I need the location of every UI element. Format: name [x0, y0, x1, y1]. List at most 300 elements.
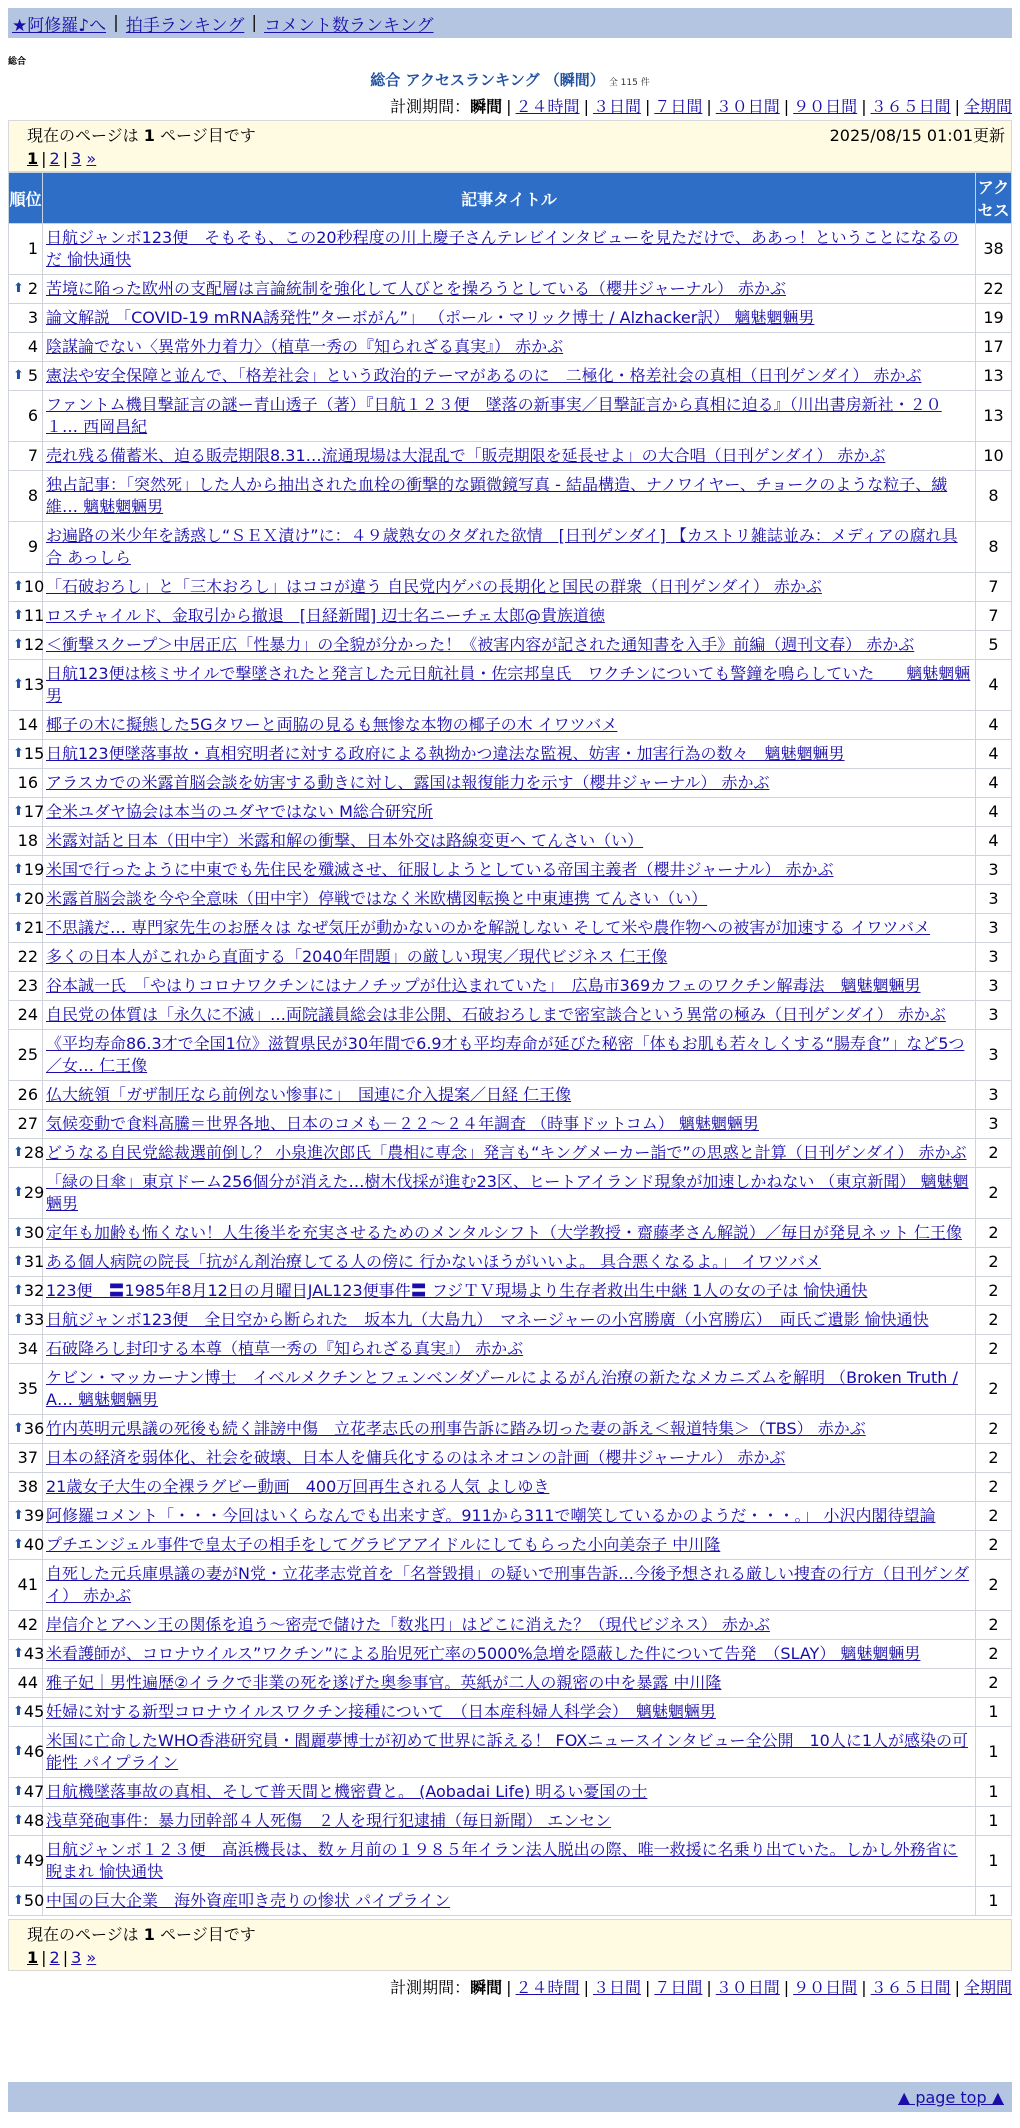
- rank-number: 3: [27, 308, 38, 327]
- access-count: 2: [976, 1669, 1012, 1698]
- period-separator: |: [954, 1978, 960, 1997]
- period-link[interactable]: ３０日間: [715, 97, 780, 116]
- rank-up-arrow-icon: ⬆: [13, 1145, 24, 1160]
- title-cell: [43, 856, 976, 885]
- rank-number: 33: [23, 1310, 45, 1329]
- rank-up-arrow-icon: ⬆: [13, 1853, 24, 1868]
- table-row: [9, 1531, 1012, 1560]
- rank-number: 20: [23, 889, 45, 908]
- rank-number: 1: [27, 239, 38, 258]
- rank-number: 9: [27, 537, 38, 556]
- title-cell: [43, 1415, 976, 1444]
- article-title-link[interactable]: 《平均寿命86.3才で全国1位》滋賀県民が30年間で6.9才も平均寿命が延びた秘密「体もお肌も若々しくする“腸寿食”」など5つ／女… 仁王像: [46, 1034, 965, 1075]
- article-title-link[interactable]: 妊婦に対する新型コロナウイルスワクチン接種について （日本産科婦人科学会） 魑魅魍魎男: [46, 1702, 716, 1721]
- rank-up-arrow-icon: ⬆: [13, 1704, 24, 1719]
- table-row: [9, 1335, 1012, 1364]
- table-row: [9, 885, 1012, 914]
- article-title-link[interactable]: お遍路の米少年を誘惑し“ＳＥＸ漬け”に：４９歳熟女のタダれた欲情 [日刊ゲンダイ] 【カストリ雑誌並み：メディアの腐れ具合 あっしら: [46, 526, 958, 567]
- period-label: 計測期間：: [390, 97, 471, 116]
- article-title-link[interactable]: 谷本誠一氏 「やはりコロナワクチンにはナノチップが仕込まれていた」 広島市369カフェのワクチン解毒法 魑魅魍魎男: [46, 976, 921, 995]
- table-row: [9, 1836, 1012, 1887]
- rank-number: 27: [17, 1114, 38, 1133]
- table-row: [9, 740, 1012, 769]
- rank-number: 19: [23, 860, 45, 879]
- article-title-link[interactable]: 米看護師が、コロナウイルス”ワクチン”による胎児死亡率の5000%急増を隠蔽した件について告発 （SLAY） 魑魅魍魎男: [46, 1644, 921, 1663]
- access-count: 4: [976, 660, 1012, 711]
- rank-cell: [9, 827, 43, 856]
- article-title-link[interactable]: 仏大統領「ガザ制圧なら前例ない惨事に」 国連に介入提案／日経 仁王像: [46, 1085, 572, 1104]
- title-cell: [43, 631, 976, 660]
- table-row: [9, 1248, 1012, 1277]
- article-title-link[interactable]: 陰謀論でない〈異常外力着力〉（植草一秀の『知られざる真実』） 赤かぶ: [46, 337, 564, 356]
- access-count: 2: [976, 1219, 1012, 1248]
- rank-number: 50: [23, 1891, 45, 1910]
- rank-cell: [9, 856, 43, 885]
- table-row: [9, 1640, 1012, 1669]
- table-row: [9, 769, 1012, 798]
- rank-number: 4: [27, 337, 38, 356]
- article-title-link[interactable]: 独占記事：「突然死」した人から抽出された血栓の衝撃的な顕微鏡写真 - 結晶構造、ナノワイヤー、チョークのような粒子、繊維… 魑魅魍魎男: [46, 475, 948, 516]
- table-row: [9, 1001, 1012, 1030]
- table-row: [9, 442, 1012, 471]
- rank-cell: [9, 1081, 43, 1110]
- rank-up-arrow-icon: ⬆: [13, 1312, 24, 1327]
- article-title-link[interactable]: 21歳女子大生の全裸ラグビー動画 400万回再生される人気 よしゆき: [46, 1477, 550, 1496]
- period-separator: |: [954, 97, 960, 116]
- title-cell: [43, 660, 976, 711]
- rank-number: 40: [23, 1535, 45, 1554]
- access-count: 2: [976, 1611, 1012, 1640]
- rank-number: 11: [23, 606, 45, 625]
- table-row: [9, 362, 1012, 391]
- rank-up-arrow-icon: ⬆: [13, 1254, 24, 1269]
- period-link[interactable]: ３０日間: [715, 1978, 780, 1997]
- title-cell: [43, 1698, 976, 1727]
- table-row: [9, 1168, 1012, 1219]
- title-cell: [43, 798, 976, 827]
- article-title-link[interactable]: 日航機墜落事故の真相、そして普天間と機密費と。 (Aobadai Life) 明るい憂国の士: [46, 1782, 648, 1801]
- title-cell: [43, 1335, 976, 1364]
- article-title-link[interactable]: 石破降ろし封印する本尊（植草一秀の『知られざる真実』） 赤かぶ: [46, 1339, 524, 1358]
- rank-number: 41: [17, 1575, 38, 1594]
- period-link[interactable]: ２４時間: [515, 97, 580, 116]
- rank-cell: [9, 914, 43, 943]
- access-count: 8: [976, 522, 1012, 573]
- period-link[interactable]: ９０日間: [793, 97, 858, 116]
- period-separator: |: [783, 97, 790, 116]
- table-row: [9, 1364, 1012, 1415]
- rank-up-arrow-icon: ⬆: [13, 862, 24, 877]
- table-row: [9, 1669, 1012, 1698]
- article-title-link[interactable]: 全米ユダヤ協会は本当のユダヤではない M総合研究所: [46, 802, 433, 821]
- table-header-row: [9, 173, 1012, 224]
- title-cell: [43, 1887, 976, 1916]
- title-cell: [43, 1531, 976, 1560]
- period-link[interactable]: 全期間: [963, 1978, 1012, 1997]
- title-cell: [43, 1611, 976, 1640]
- period-separator: |: [706, 97, 712, 116]
- rank-number: 46: [23, 1742, 45, 1761]
- article-title-link[interactable]: 苦境に陥った欧州の支配層は言論統制を強化して人びとを操ろうとしている（櫻井ジャーナル） 赤かぶ: [46, 279, 786, 298]
- article-title-link[interactable]: 123便 〓1985年8月12日の月曜日JAL123便事件〓 フジＴＶ現場より生存者救出生中継 1人の女の子は 愉快通快: [46, 1281, 868, 1300]
- article-title-link[interactable]: 憲法や安全保障と並んで、「格差社会」という政治的テーマがあるのに 二極化・格差社会の真相（日刊ゲンダイ） 赤かぶ: [46, 366, 922, 385]
- rank-up-arrow-icon: ⬆: [13, 804, 24, 819]
- title-cell: [43, 1139, 976, 1168]
- table-row: [9, 1611, 1012, 1640]
- article-title-link[interactable]: 中国の巨大企業 海外資産叩き売りの惨状 パイプライン: [46, 1891, 451, 1910]
- nav-separator: |: [251, 13, 258, 33]
- article-title-link[interactable]: 阿修羅コメント「・・・今回はいくらなんでも出来すぎ。911から311で嘲笑しているかのようだ・・・。」 小沢内閣待望論: [46, 1506, 936, 1525]
- access-count: 2: [976, 1415, 1012, 1444]
- access-count: 1: [976, 1807, 1012, 1836]
- access-count: 2: [976, 1531, 1012, 1560]
- rank-cell: [9, 1364, 43, 1415]
- access-count: 2: [976, 1335, 1012, 1364]
- access-count: 19: [976, 304, 1012, 333]
- rank-number: 17: [23, 802, 45, 821]
- period-link[interactable]: 全期間: [963, 97, 1012, 116]
- title-cell: [43, 224, 976, 275]
- period-link[interactable]: ９０日間: [793, 1978, 858, 1997]
- title-cell: [43, 1502, 976, 1531]
- rank-cell: [9, 333, 43, 362]
- title-cell: [43, 1807, 976, 1836]
- title-cell: [43, 1030, 976, 1081]
- period-link[interactable]: ３日間: [592, 1978, 641, 1997]
- access-count: 1: [976, 1698, 1012, 1727]
- article-title-link[interactable]: ファントム機目撃証言の謎ー青山透子（著）『日航１２３便 墜落の新事実／目撃証言から真相に迫る』（川出書房新社・２０１… 西岡昌紀: [46, 395, 942, 436]
- article-title-link[interactable]: 「石破おろし」と「三木おろし」はココが違う 自民党内ゲバの長期化と国民の群衆（日刊ゲンダイ） 赤かぶ: [46, 577, 822, 596]
- article-title-link[interactable]: 米国に亡命したWHO香港研究員・閻麗夢博士が初めて世界に訴える！ FOXニュースインタビュー全公開 10人に1人が感染の可能性 パイプライン: [46, 1731, 969, 1772]
- rank-up-arrow-icon: ⬆: [13, 677, 24, 692]
- access-count: 1: [976, 1727, 1012, 1778]
- rank-up-arrow-icon: ⬆: [13, 1784, 24, 1799]
- period-separator: |: [583, 1978, 589, 1997]
- page-wrapper: [8, 8, 1012, 1998]
- table-row: [9, 471, 1012, 522]
- article-title-link[interactable]: ケビン・マッカーナン博士 イベルメクチンとフェンベンダゾールによるがん治療の新たなメカニズムを解明 （Broken Truth / A… 魑魅魍魎男: [46, 1368, 958, 1409]
- article-title-link[interactable]: 多くの日本人がこれから直面する「2040年問題」の厳しい現実／現代ビジネス 仁王像: [46, 947, 668, 966]
- period-link[interactable]: ３日間: [592, 97, 641, 116]
- rank-cell: [9, 1110, 43, 1139]
- article-title-link[interactable]: 定年も加齢も怖くない！人生後半を充実させるためのメンタルシフト（大学教授・齋藤孝さん解説）／毎日が発見ネット 仁王像: [46, 1223, 963, 1242]
- page-next-link[interactable]: »: [86, 149, 97, 168]
- period-link[interactable]: ７日間: [654, 1978, 703, 1997]
- title-cell: [43, 1248, 976, 1277]
- table-row: [9, 1473, 1012, 1502]
- article-title-link[interactable]: 日航ジャンボ123便 全日空から断られた 坂本九（大島九） マネージャーの小宮勝廣（小宮勝広） 両氏ご遺影 愉快通快: [46, 1310, 929, 1329]
- title-cell: [43, 1836, 976, 1887]
- rank-cell: [9, 1001, 43, 1030]
- table-row: [9, 660, 1012, 711]
- rank-cell: [9, 1669, 43, 1698]
- rank-number: 29: [23, 1183, 45, 1202]
- rank-cell: [9, 573, 43, 602]
- table-row: [9, 522, 1012, 573]
- title-cell: [43, 1306, 976, 1335]
- access-count: 2: [976, 1277, 1012, 1306]
- rank-up-arrow-icon: ⬆: [13, 368, 24, 383]
- rank-number: 44: [17, 1673, 38, 1692]
- article-title-link[interactable]: 日航ジャンボ123便 そもそも、この20秒程度の川上慶子さんテレビインタビューを見ただけで、ああっ！ということになるのだ 愉快通快: [46, 228, 959, 269]
- nav-comment-ranking[interactable]: コメント数ランキング: [264, 15, 434, 36]
- rank-cell: [9, 1473, 43, 1502]
- table-row: [9, 1277, 1012, 1306]
- rank-cell: [9, 1531, 43, 1560]
- article-title-link[interactable]: ＜衝撃スクープ＞中居正広「性暴力」の全貌が分かった！《被害内容が記された通知書を入手》前編（週刊文春） 赤かぶ: [46, 635, 915, 654]
- table-row: [9, 711, 1012, 740]
- table-row: [9, 1415, 1012, 1444]
- page-separator: |: [62, 149, 69, 168]
- rank-cell: [9, 1836, 43, 1887]
- period-separator: |: [644, 1978, 651, 1997]
- rank-cell: [9, 631, 43, 660]
- pagination-bottom: [8, 1919, 1012, 1971]
- page-links-bottom: [27, 1948, 1005, 1967]
- rank-number: 30: [23, 1223, 45, 1242]
- rank-up-arrow-icon: ⬆: [13, 1421, 24, 1436]
- period-separator: |: [783, 1978, 790, 1997]
- period-separator: |: [861, 97, 867, 116]
- rank-number: 42: [17, 1615, 38, 1634]
- article-title-link[interactable]: 浅草発砲事件：暴力団幹部４人死傷 ２人を現行犯逮捕（毎日新聞） エンセン: [46, 1811, 612, 1830]
- period-link[interactable]: ３６５日間: [870, 1978, 951, 1997]
- table-row: [9, 1030, 1012, 1081]
- access-count: 3: [976, 1030, 1012, 1081]
- table-row: [9, 1081, 1012, 1110]
- rank-cell: [9, 1030, 43, 1081]
- title-cell: [43, 573, 976, 602]
- title-cell: [43, 1001, 976, 1030]
- rank-cell: [9, 885, 43, 914]
- rank-cell: [9, 1139, 43, 1168]
- rank-number: 31: [23, 1252, 45, 1271]
- rank-cell: [9, 1611, 43, 1640]
- table-row: [9, 856, 1012, 885]
- access-count: 2: [976, 1640, 1012, 1669]
- title-cell: [43, 1110, 976, 1139]
- article-title-link[interactable]: 日本の経済を弱体化、社会を破壊、日本人を傭兵化するのはネオコンの計画（櫻井ジャーナル） 赤かぶ: [46, 1448, 786, 1467]
- title-cell: [43, 1168, 976, 1219]
- table-row: [9, 333, 1012, 362]
- period-link[interactable]: ７日間: [654, 97, 703, 116]
- article-title-link[interactable]: 米露首脳会談を今や全意味（田中宇）停戦ではなく米欧構図転換と中東連携 てんさい（い）: [46, 889, 708, 908]
- table-row: [9, 914, 1012, 943]
- article-title-link[interactable]: 論文解説 「COVID-19 mRNA誘発性”ターボがん”」 （ポール・マリック博士 / Alzhacker訳） 魑魅魍魎男: [46, 308, 815, 327]
- title-cell: [43, 885, 976, 914]
- rank-number: 39: [23, 1506, 45, 1525]
- title-cell: [43, 602, 976, 631]
- rank-number: 28: [23, 1143, 45, 1162]
- access-count: 4: [976, 798, 1012, 827]
- rank-cell: [9, 304, 43, 333]
- rank-number: 48: [23, 1811, 45, 1830]
- title-cell: [43, 442, 976, 471]
- title-cell: [43, 391, 976, 442]
- article-title-link[interactable]: 気候変動で食料高騰＝世界各地、日本のコメも－２２～２４年調査 （時事ドットコム） 魑魅魍魎男: [46, 1114, 759, 1133]
- rank-number: 14: [17, 715, 38, 734]
- access-count: 1: [976, 1887, 1012, 1916]
- page-top-link[interactable]: ▲ page top ▲: [897, 2087, 1004, 2107]
- period-link[interactable]: ３６５日間: [870, 97, 951, 116]
- rank-number: 47: [23, 1782, 45, 1801]
- article-title-link[interactable]: 岸信介とアヘン王の関係を追う～密売で儲けた「数兆円」はどこに消えた？（現代ビジネス） 赤かぶ: [46, 1615, 770, 1634]
- rank-up-arrow-icon: ⬆: [13, 1508, 24, 1523]
- article-title-link[interactable]: 日航123便は核ミサイルで撃墜されたと発言した元日航社員・佐宗邦皇氏 ワクチンについても警鐘を鳴らしていた 魑魅魍魎男: [46, 664, 971, 705]
- title-cell: [43, 1778, 976, 1807]
- article-title-link[interactable]: 不思議だ… 専門家先生のお歴々は なぜ気圧が動かないのかを解説しない そして米や農作物への被害が加速する イワツバメ: [46, 918, 931, 937]
- article-title-link[interactable]: どうなる自民党総裁選前倒し？ 小泉進次郎氏「農相に専念」発言も“キングメーカー詣で”の思惑と計算（日刊ゲンダイ） 赤かぶ: [46, 1143, 967, 1162]
- page-separator: |: [41, 1948, 47, 1967]
- rank-number: 18: [17, 831, 38, 850]
- table-row: [9, 1887, 1012, 1916]
- rank-number: 7: [27, 446, 38, 465]
- pagination-info-row: [27, 123, 1005, 146]
- page-separator: |: [62, 1948, 69, 1967]
- rank-cell: [9, 1807, 43, 1836]
- title-cell: [43, 711, 976, 740]
- rank-number: 23: [17, 976, 38, 995]
- access-count: 3: [976, 885, 1012, 914]
- article-title-link[interactable]: 自死した元兵庫県議の妻がN党・立花孝志党首を「名誉毀損」の疑いで刑事告訴…今後予想される厳しい捜査の行方（日刊ゲンダイ） 赤かぶ: [46, 1564, 970, 1605]
- article-title-link[interactable]: 米露対話と日本（田中宇）米露和解の衝撃、日本外交は路線変更へ てんさい（い）: [46, 831, 644, 850]
- table-row: [9, 1444, 1012, 1473]
- updated-timestamp: 2025/08/15 01:01更新: [829, 126, 1005, 145]
- title-cell: [43, 1277, 976, 1306]
- rank-cell: [9, 740, 43, 769]
- period-label: 計測期間：: [390, 1978, 471, 1997]
- title-cell: [43, 304, 976, 333]
- table-row: [9, 1778, 1012, 1807]
- page-link[interactable]: 2: [49, 149, 60, 168]
- rank-up-arrow-icon: ⬆: [13, 891, 24, 906]
- page-title: [8, 69, 1012, 90]
- access-count: 2: [976, 1306, 1012, 1335]
- access-count: 1: [976, 1778, 1012, 1807]
- article-title-link[interactable]: 日航123便墜落事故・真相究明者に対する政府による執拗かつ違法な監視、妨害・加害行為の数々 魑魅魍魎男: [46, 744, 845, 763]
- rank-number: 32: [23, 1281, 45, 1300]
- access-count: 7: [976, 573, 1012, 602]
- page-link[interactable]: 3: [71, 1948, 82, 1967]
- table-row: [9, 1219, 1012, 1248]
- page-next-link[interactable]: »: [86, 1948, 97, 1967]
- rank-number: 43: [23, 1644, 45, 1663]
- nav-asyura-home[interactable]: ★阿修羅♪へ: [12, 15, 107, 36]
- rank-number: 8: [27, 486, 38, 505]
- total-count: 全 115 件: [608, 78, 650, 88]
- ranking-table: [8, 172, 1012, 1916]
- rank-number: 15: [23, 744, 45, 763]
- access-count: 2: [976, 1364, 1012, 1415]
- period-separator: |: [506, 97, 512, 116]
- title-cell: [43, 275, 976, 304]
- rank-number: 45: [23, 1702, 45, 1721]
- article-title-link[interactable]: プチエンジェル事件で皇太子の相手をしてグラビアアイドルにしてもらった小向美奈子 中川隆: [46, 1535, 721, 1554]
- article-title-link[interactable]: 売れ残る備蓄米、迫る販売期限8.31…流通現場は大混乱で「販売期限を延長せよ」の大合唱（日刊ゲンダイ） 赤かぶ: [46, 446, 886, 465]
- table-row: [9, 573, 1012, 602]
- rank-cell: [9, 972, 43, 1001]
- title-cell: [43, 471, 976, 522]
- title-cell: [43, 522, 976, 573]
- access-count: 2: [976, 1168, 1012, 1219]
- article-title-link[interactable]: 椰子の木に擬態した5Gタワーと両脇の見るも無惨な本物の椰子の木 イワツバメ: [46, 715, 618, 734]
- article-title-link[interactable]: 「緑の日傘」東京ドーム256個分が消えた…樹木伐採が進む23区、ヒートアイランド現象が加速しかねない （東京新聞） 魑魅魍魎男: [46, 1172, 969, 1213]
- section-tag: 総合: [8, 57, 27, 67]
- page-title-text: 総合 アクセスランキング （瞬間）: [370, 71, 605, 89]
- rank-number: 22: [17, 947, 38, 966]
- article-title-link[interactable]: 日航ジャンボ１２３便 高浜機長は、数ヶ月前の１９８５年イラン法人脱出の際、唯一救援に名乗り出ていた。しかし外務省に睨まれ 愉快通快: [46, 1840, 958, 1881]
- article-title-link[interactable]: アラスカでの米露首脳会談を妨害する動きに対し、露国は報復能力を示す（櫻井ジャーナル） 赤かぶ: [46, 773, 770, 792]
- access-count: 2: [976, 1473, 1012, 1502]
- page-current: 1: [27, 1948, 39, 1967]
- rank-up-arrow-icon: ⬆: [13, 1185, 24, 1200]
- header-rank: 順位: [9, 173, 43, 224]
- rank-up-arrow-icon: ⬆: [13, 608, 24, 623]
- period-separator: |: [706, 1978, 712, 1997]
- title-cell: [43, 362, 976, 391]
- article-title-link[interactable]: 雅子妃｜男性遍歴②イラクで非業の死を遂げた奥参事官。英紙が二人の親密の中を暴露 中川隆: [46, 1673, 722, 1692]
- article-title-link[interactable]: 米国で行ったように中東でも先住民を殲滅させ、征服しようとしている帝国主義者（櫻井ジャーナル） 赤かぶ: [46, 860, 834, 879]
- rank-cell: [9, 1698, 43, 1727]
- rank-cell: [9, 1248, 43, 1277]
- article-title-link[interactable]: 自民党の体質は「永久に不滅」…両院議員総会は非公開、石破おろしまで密室談合という異常の極み（日刊ゲンダイ） 赤かぶ: [46, 1005, 946, 1024]
- title-cell: [43, 827, 976, 856]
- rank-cell: [9, 943, 43, 972]
- period-link[interactable]: ２４時間: [515, 1978, 580, 1997]
- top-nav-bar: [8, 8, 1012, 38]
- rank-cell: [9, 1219, 43, 1248]
- table-row: [9, 1139, 1012, 1168]
- period-separator: |: [644, 97, 651, 116]
- page-link[interactable]: 2: [49, 1948, 60, 1967]
- rank-up-arrow-icon: ⬆: [13, 1813, 24, 1828]
- article-title-link[interactable]: ある個人病院の院長「抗がん剤治療してる人の傍に 行かないほうがいいよ。 具合悪くなるよ。」 イワツバメ: [46, 1252, 821, 1271]
- access-count: 4: [976, 711, 1012, 740]
- rank-number: 34: [17, 1339, 38, 1358]
- access-count: 10: [976, 442, 1012, 471]
- access-count: 2: [976, 1248, 1012, 1277]
- header-title: 記事タイトル: [43, 173, 976, 224]
- rank-cell: [9, 711, 43, 740]
- page-link[interactable]: 3: [71, 149, 82, 168]
- table-row: [9, 972, 1012, 1001]
- article-title-link[interactable]: ロスチャイルド、金取引から撤退 [日経新聞] 辺士名ニーチェ太郎@貴族道徳: [46, 606, 605, 625]
- nav-applause-ranking[interactable]: 拍手ランキング: [125, 15, 245, 36]
- title-cell: [43, 1727, 976, 1778]
- rank-number: 12: [23, 635, 45, 654]
- access-count: 2: [976, 1560, 1012, 1611]
- access-count: 1: [976, 1836, 1012, 1887]
- rank-number: 49: [23, 1851, 45, 1870]
- title-cell: [43, 1473, 976, 1502]
- access-count: 38: [976, 224, 1012, 275]
- rank-cell: [9, 391, 43, 442]
- rank-up-arrow-icon: ⬆: [13, 637, 24, 652]
- rank-cell: [9, 1415, 43, 1444]
- article-title-link[interactable]: 竹内英明元県議の死後も続く誹謗中傷 立花孝志氏の刑事告訴に踏み切った妻の訴え＜報道特集＞（TBS） 赤かぶ: [46, 1419, 866, 1438]
- period-current: 瞬間: [470, 97, 503, 116]
- access-count: 17: [976, 333, 1012, 362]
- access-count: 3: [976, 856, 1012, 885]
- title-cell: [43, 1081, 976, 1110]
- table-row: [9, 827, 1012, 856]
- access-count: 4: [976, 740, 1012, 769]
- table-row: [9, 631, 1012, 660]
- access-count: 3: [976, 1081, 1012, 1110]
- period-separator: |: [583, 97, 589, 116]
- rank-number: 16: [17, 773, 38, 792]
- rank-cell: [9, 1335, 43, 1364]
